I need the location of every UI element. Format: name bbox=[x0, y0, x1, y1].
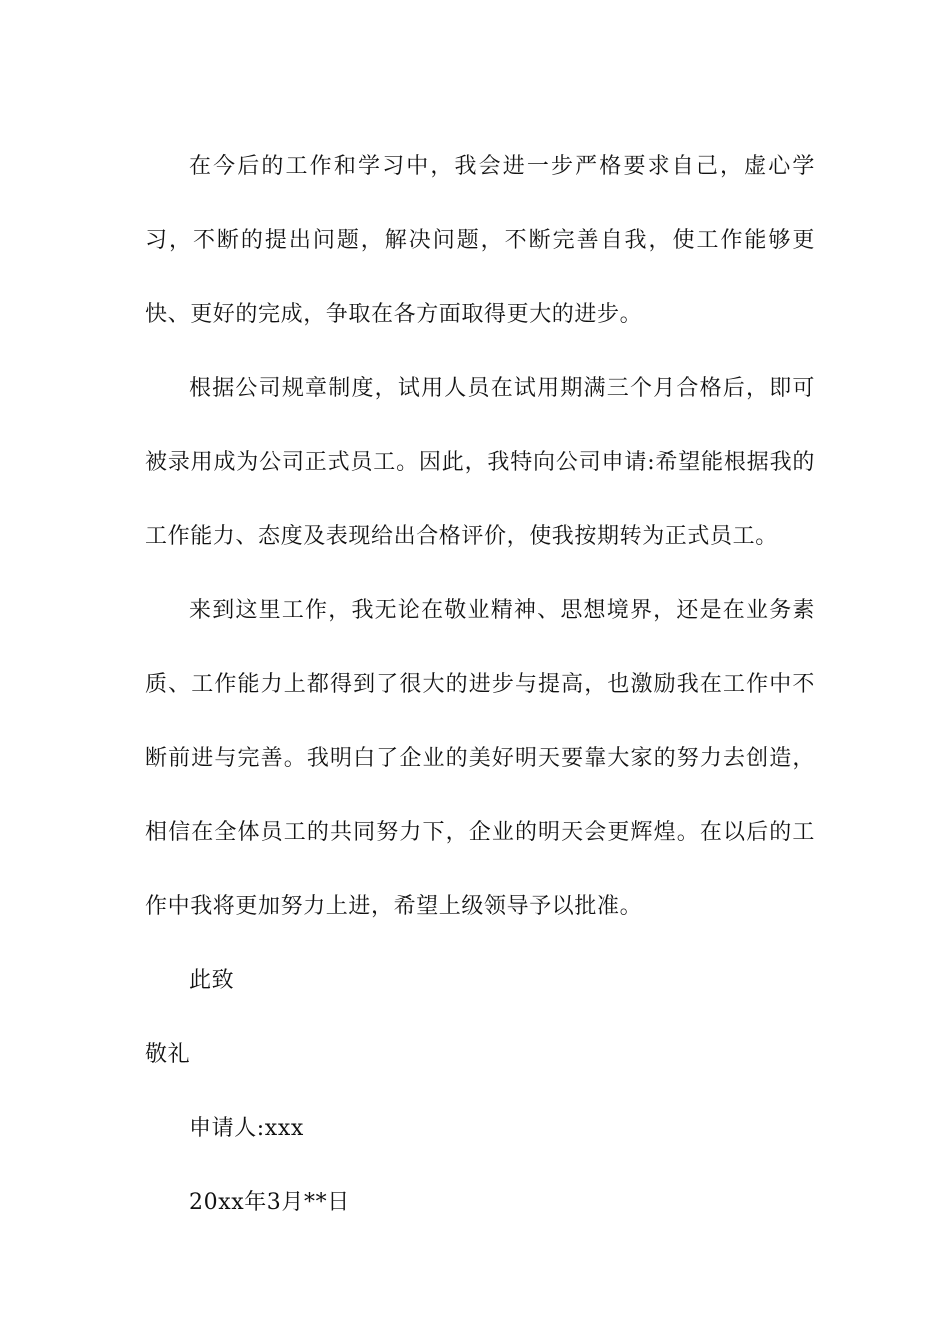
letter-body bbox=[145, 130, 815, 1240]
letter-date: 20xx年3月**日 bbox=[189, 1190, 350, 1215]
applicant-name: 申请人:xxx bbox=[189, 1116, 304, 1141]
paragraph-improvement: 在今后的工作和学习中，我会进一步严格要求自己，虚心学习，不断的提出问题，解决问题，不断完善自我，使工作能够更快、更好的完成，争取在各方面取得更大的进步。 bbox=[145, 154, 815, 327]
closing-regards: 敬礼 bbox=[145, 1042, 191, 1067]
paragraph-regulation: 根据公司规章制度，试用人员在试用期满三个月合格后，即可被录用成为公司正式员工。因此，我特向公司申请:希望能根据我的工作能力、态度及表现给出合格评价，使我按期转为正式员工。 bbox=[145, 376, 815, 549]
closing-salutation: 此致 bbox=[189, 968, 235, 993]
paragraph-experience: 来到这里工作，我无论在敬业精神、思想境界，还是在业务素质、工作能力上都得到了很大的进步与提高，也激励我在工作中不断前进与完善。我明白了企业的美好明天要靠大家的努力去创造，相信在全体员工的共同努力下，企业的明天会更辉煌。在以后的工作中我将更加努力上进，希望上级领导予以批准。 bbox=[145, 598, 815, 919]
